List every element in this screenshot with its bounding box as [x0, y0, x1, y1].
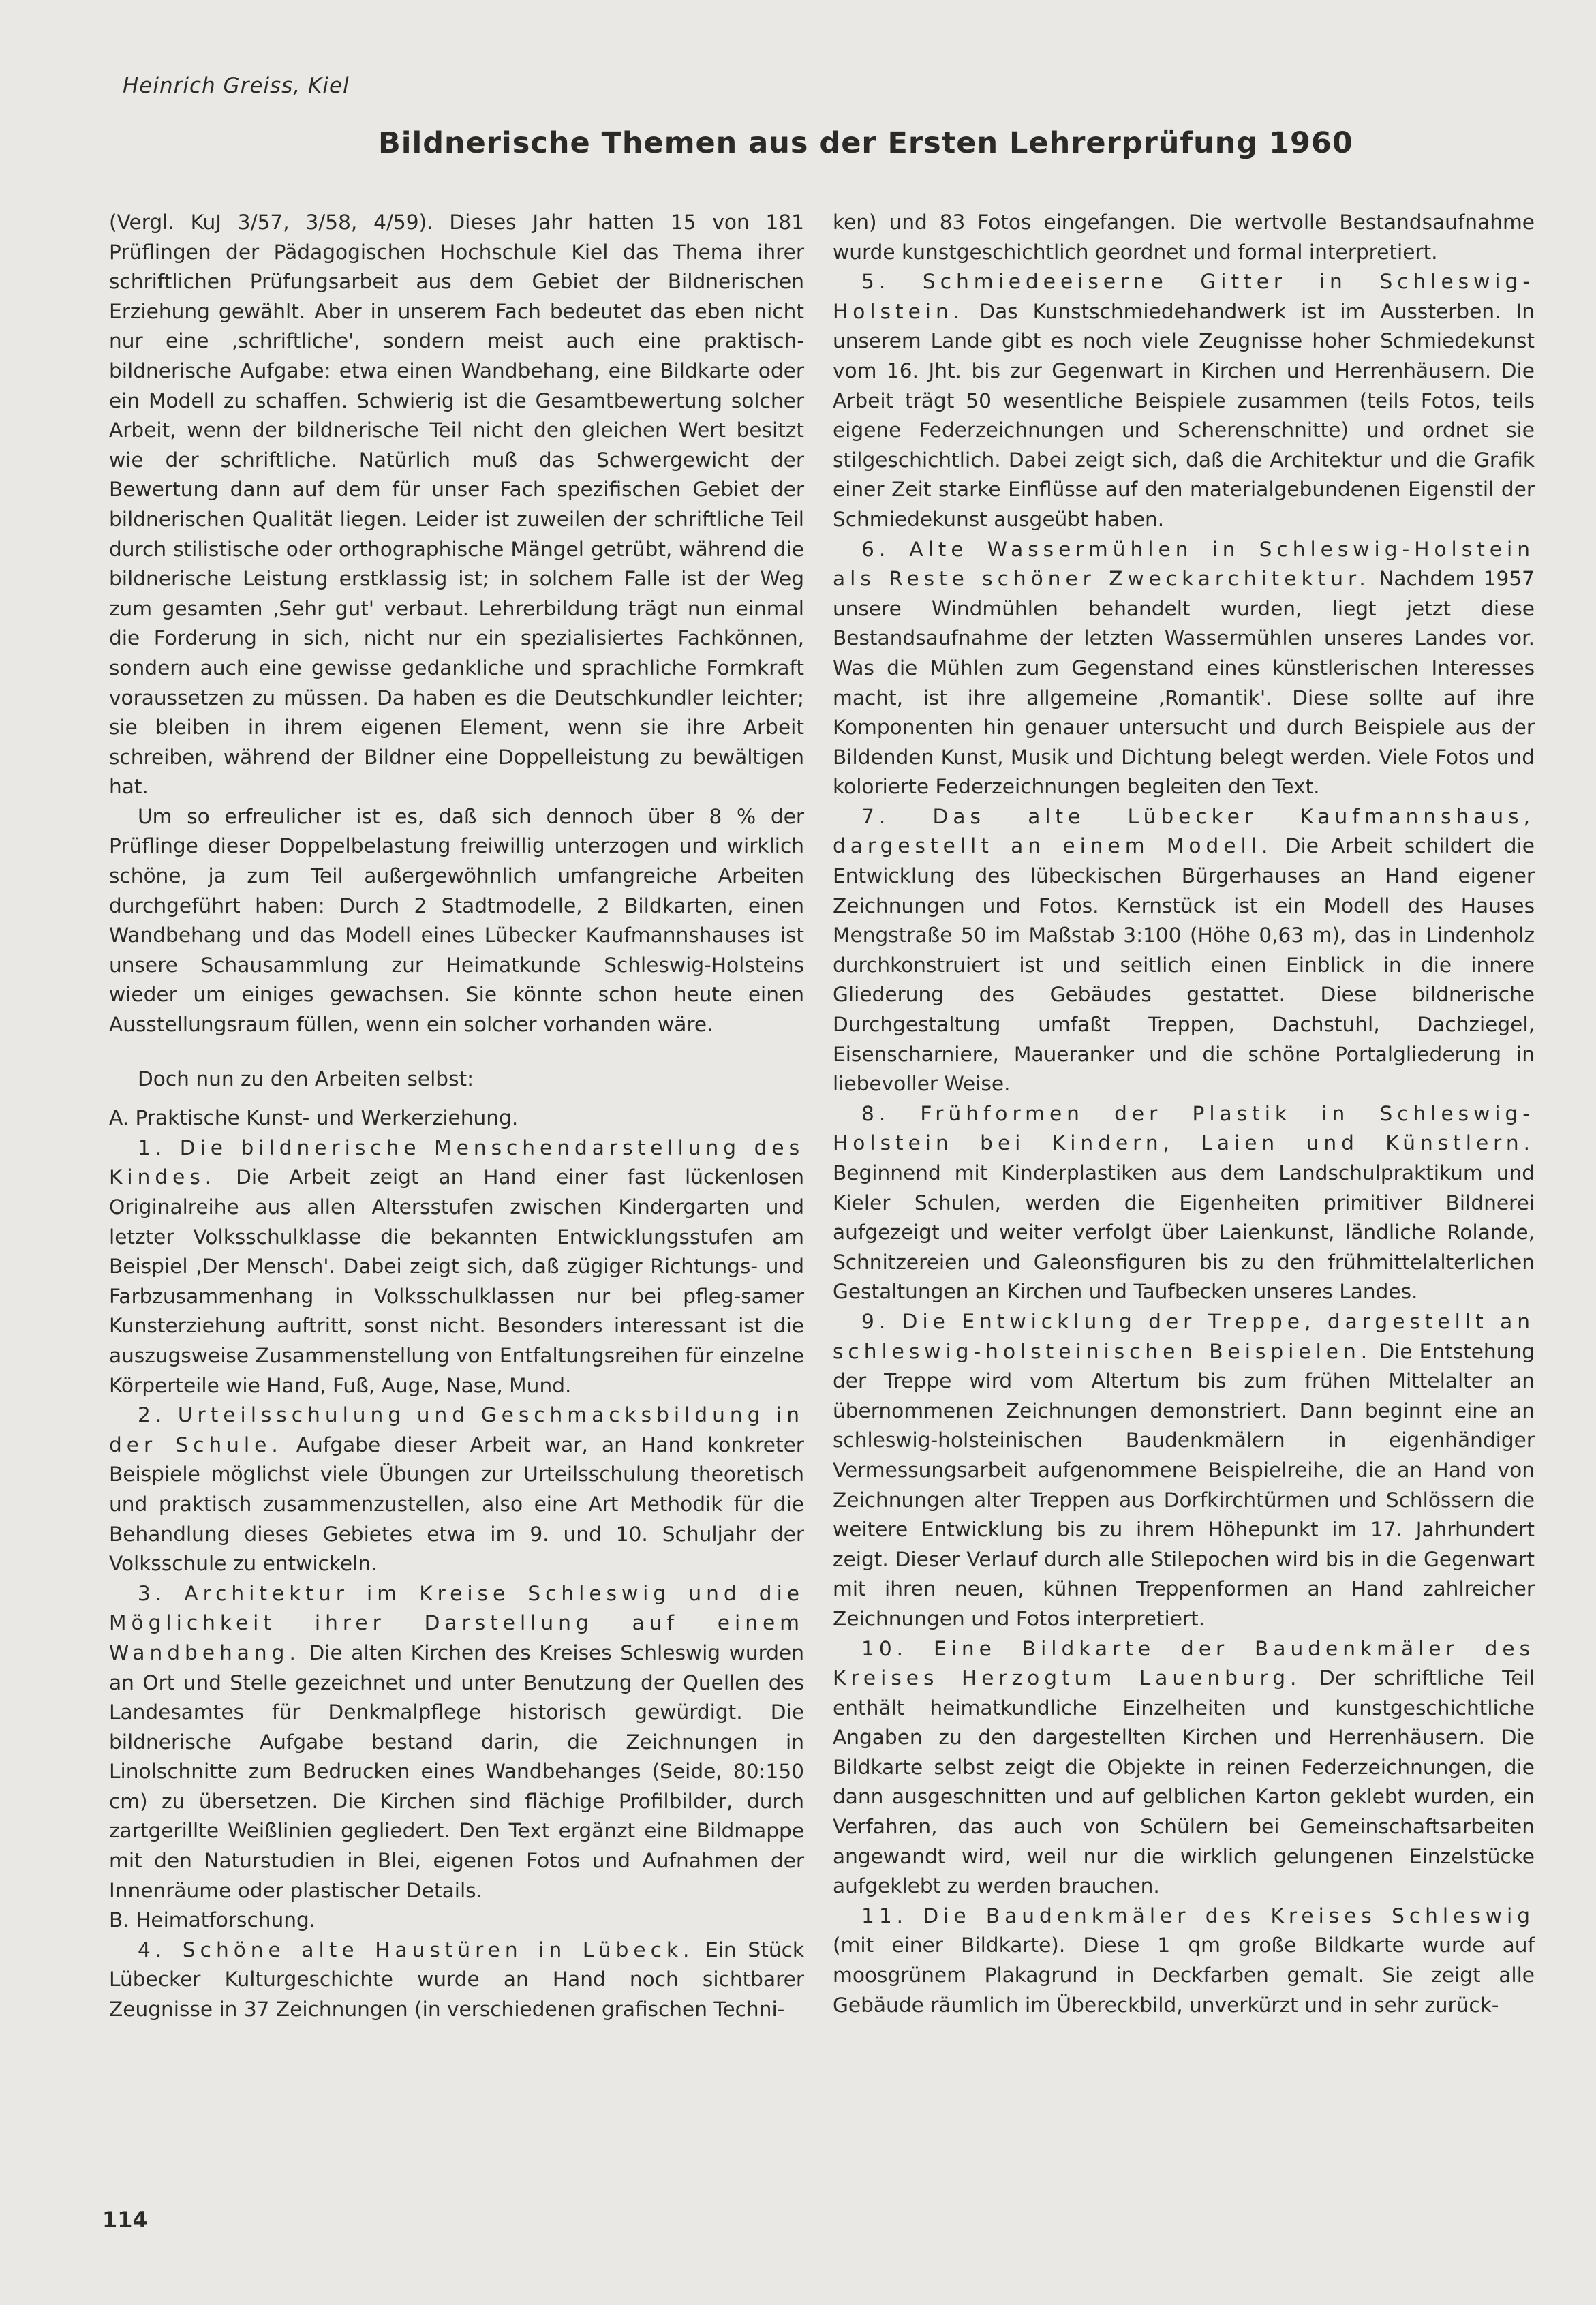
item-body: Die Arbeit zeigt an Hand einer fast lückenlosen Originalreihe aus allen Altersstufen zwischen Kindergarten und letzter Volksschulklasse die bekannten Entwicklungsstufen am Beispiel ‚Der Mensch'. Dabei zeigt sich, daß zügiger Richtungs- und Farbzusammenhang in Volksschulklassen nur bei pfleg-samer Kunsterziehung auftritt, sonst nicht. Besonders interessant ist die auszugsweise Zusammenstellung von Entfaltungsreihen für einzelne Körperteile wie Hand, Fuß, Auge, Nase, Mund. — [109, 1165, 804, 1397]
list-item-10 — [833, 1634, 1535, 1902]
article-title: Bildnerische Themen aus der Ersten Lehrerprüfung 1960 — [378, 126, 1353, 160]
section-heading-a: A. Praktische Kunst- und Werkerziehung. — [109, 1106, 519, 1130]
intro-paragraph: (Vergl. KuJ 3/57, 3/58, 4/59). Dieses Jahr hatten 15 von 181 Prüflingen der Pädagogischen Hochschule Kiel das Thema ihrer schriftlichen Prüfungsarbeit aus dem Gebiet der Bildnerischen Erziehung gewählt. Aber in unserem Fach bedeutet das eben nicht nur eine ‚schriftliche', sondern meist auch eine praktisch-bildnerische Aufgabe: etwa einen Wandbehang, eine Bildkarte oder ein Modell zu schaffen. Schwierig ist die Gesamtbewertung solcher Arbeit, wenn der bildnerische Teil nicht den gleichen Wert besitzt wie der schriftliche. Natürlich muß das Schwergewicht der Bewertung dann auf dem für unser Fach spezifischen Gebiet der bildnerischen Qualität liegen. Leider ist zuweilen der schriftliche Teil durch stilistische oder orthographische Mängel getrübt, während die bildnerische Leistung erstklassig ist; in solchem Falle ist der Weg zum gesamten ‚Sehr gut' verbaut. Lehrerbildung trägt nun einmal die Forderung in sich, nicht nur ein spezialisiertes Fachkönnen, sondern auch eine gewisse gedankliche und sprachliche Formkraft voraussetzen zu müssen. Da haben es die Deutschkundler leichter; sie bleiben in ihrem eigenen Element, wenn sie ihre Arbeit schreiben, während der Bildner eine Doppelleistung zu bewältigen hat. — [109, 211, 804, 799]
list-item-7 — [833, 802, 1535, 1099]
list-item-3 — [109, 1579, 804, 1906]
item-body: Die alten Kirchen des Kreises Schleswig wurden an Ort und Stelle gezeichnet und unter Benutzung der Quellen des Landesamtes für Denkmalpflege historisch gewürdigt. Die bildnerische Aufgabe bestand darin, die Zeichnungen in Linolschnitte zum Bedrucken eines Wandbehanges (Seide, 80:150 cm) zu übersetzen. Die Kirchen sind flächige Profilbilder, durch zartgerillte Weißlinien gegliedert. Den Text ergänzt eine Bildmappe mit den Naturstudien in Blei, eigenen Fotos und Aufnahmen der Innenräume oder plastischer Details. — [109, 1640, 804, 1902]
item-body: Beginnend mit Kinderplastiken aus dem Landschulpraktikum und Kieler Schulen, werden die Eigenheiten primitiver Bildnerei aufgezeigt und weiter verfolgt über Laienkunst, ländliche Rolande, Schnitzereien und Galeonsfiguren bis zu den frühmittelalterlichen Gestaltungen an Kirchen und Taufbecken unseres Landes. — [833, 1161, 1535, 1304]
item-heading: 5. Schmiedeeiserne Gitter in Schleswig-Holstein. — [833, 270, 1535, 323]
continued-paragraph: ken) und 83 Fotos eingefangen. Die wertvolle Bestandsaufnahme wurde kunstgeschichtlich geordnet und formal interpretiert. — [833, 211, 1535, 264]
item-body: Der schriftliche Teil enthält heimatkundliche Einzelheiten und kunstgeschichtliche Angaben zu den dargestellten Kirchen und Herrenhäusern. Die Bildkarte selbst zeigt die Objekte in reinen Federzeichnungen, die dann ausgeschnitten und auf gelblichen Karton geklebt wurden, ein Verfahren, das auch von Schülern bei Gemeinschaftsarbeiten angewandt wird, weil nur die wirklich gelungenen Einzelstücke aufgeklebt zu werden brauchen. — [833, 1666, 1535, 1898]
section-heading-b: B. Heimatforschung. — [109, 1908, 316, 1932]
list-item-11 — [833, 1902, 1535, 2020]
item-body: Die Entstehung der Treppe wird vom Altertum bis zum frühen Mittelalter an übernommenen Zeichnungen demonstriert. Dann beginnt eine an schleswig-holsteinischen Baudenkmälern in eigenhändiger Vermessungsarbeit aufgenommene Beispielreihe, die an Hand von Zeichnungen alter Treppen aus Dorfkirchtürmen und Schlössern die weitere Entwicklung bis zu ihrem Höhepunkt im 17. Jahrhundert zeigt. Dieser Verlauf durch alle Stilepochen wird bis in die Gegenwart mit ihren neuen, kühnen Treppenformen an Hand zahlreicher Zeichnungen und Fotos interpretiert. — [833, 1339, 1535, 1630]
item-heading: 2. Urteilsschulung und Geschmacksbildung in der Schule. — [109, 1403, 804, 1456]
item-heading: 1. Die bildnerische Menschendarstellung des Kindes. — [109, 1135, 804, 1189]
list-item-2 — [109, 1401, 804, 1579]
item-body: (mit einer Bildkarte). Diese 1 qm große Bildkarte wurde auf moosgrünem Plakagrund in Deckfarben gemalt. Sie zeigt alle Gebäude räumlich im Übereckbild, unverkürzt und in sehr zurück- — [833, 1934, 1535, 2017]
author-line: Heinrich Greiss, Kiel — [123, 74, 350, 98]
paragraph: Doch nun zu den Arbeiten selbst: — [138, 1067, 474, 1090]
item-body: Nachdem 1957 unsere Windmühlen behandelt wurden, liegt jetzt diese Bestandsaufnahme der letzten Wassermühlen unseres Landes vor. Was die Mühlen zum Gegenstand eines künstlerischen Interesses macht, ist ihre allgemeine ‚Romantik'. Diese sollte auf ihre Komponenten hin genauer untersucht und durch Beispiele aus der Bildenden Kunst, Musik und Dichtung belegt werden. Viele Fotos und kolorierte Federzeichnungen begleiten den Text. — [833, 567, 1535, 799]
list-item-4 — [109, 1936, 804, 2025]
item-heading: 4. Schöne alte Haustüren in Lübeck. — [138, 1938, 694, 1961]
paragraph: Um so erfreulicher ist es, daß sich dennoch über 8 % der Prüflinge dieser Doppelbelastung freiwillig unterzogen und wirklich schöne, ja zum Teil außergewöhnlich umfangreiche Arbeiten durchgeführt haben: Durch 2 Stadtmodelle, 2 Bildkarten, einen Wandbehang und das Modell eines Lübecker Kaufmannshauses ist unsere Schausammlung zur Heimatkunde Schleswig-Holsteins wieder um einiges gewachsen. Sie könnte schon heute einen Ausstellungsraum füllen, wenn ein solcher vorhanden wäre. — [109, 804, 804, 1037]
right-column — [833, 208, 1535, 2020]
item-body: Aufgabe dieser Arbeit war, an Hand konkreter Beispiele möglichst viele Übungen zur Urteilsschulung theoretisch und praktisch zusammenzustellen, also eine Art Methodik für die Behandlung dieses Gebietes etwa im 9. und 10. Schuljahr der Volksschule zu entwickeln. — [109, 1433, 804, 1576]
list-item-9 — [833, 1307, 1535, 1634]
page-number: 114 — [102, 2207, 148, 2233]
item-heading: 11. Die Baudenkmäler des Kreises Schleswig — [861, 1904, 1535, 1927]
left-column — [109, 208, 804, 2025]
item-heading: 7. Das alte Lübecker Kaufmannshaus, dargestellt an einem Modell. — [833, 804, 1535, 858]
item-heading: 8. Frühformen der Plastik in Schleswig-Holstein bei Kindern, Laien und Künstlern. — [833, 1101, 1535, 1155]
item-body: Ein Stück Lübecker Kulturgeschichte wurde an Hand noch sichtbarer Zeugnisse in 37 Zeichnungen (in verschiedenen grafischen Techni- — [109, 1938, 804, 2021]
list-item-1 — [109, 1133, 804, 1401]
list-item-5 — [833, 267, 1535, 534]
item-body: Das Kunstschmiedehandwerk ist im Aussterben. In unserem Lande gibt es noch viele Zeugnisse hoher Schmiedekunst vom 16. Jht. bis zur Gegenwart in Kirchen und Herrenhäusern. Die Arbeit trägt 50 wesentliche Beispiele zusammen (teils Fotos, teils eigene Federzeichnungen und Scherenschnitte) und ordnet sie stilgeschichtlich. Dabei zeigt sich, daß die Architektur und die Grafik einer Zeit starke Einflüsse auf den materialgebundenen Eigenstil der Schmiedekunst ausgeübt haben. — [833, 299, 1535, 531]
item-heading: 3. Architektur im Kreise Schleswig und die Möglichkeit ihrer Darstellung auf einem Wandbehang. — [109, 1581, 804, 1664]
item-heading: 9. Die Entwicklung der Treppe, dargestellt an schleswig-holsteinischen Beispielen. — [833, 1309, 1535, 1363]
item-heading: 10. Eine Bildkarte der Baudenkmäler des Kreises Herzogtum Lauenburg. — [833, 1636, 1535, 1690]
item-body: Die Arbeit schildert die Entwicklung des lübeckischen Bürgerhauses an Hand eigener Zeichnungen und Fotos. Kernstück ist ein Modell des Hauses Mengstraße 50 im Maßstab 3:100 (Höhe 0,63 m), das in Lindenholz durchkonstruiert ist und seitlich einen Einblick in die innere Gliederung des Gebäudes gestattet. Diese bildnerische Durchgestaltung umfaßt Treppen, Dachstuhl, Dachziegel, Eisenscharniere, Maueranker und die schöne Portalgliederung in liebevoller Weise. — [833, 834, 1535, 1096]
item-heading: 6. Alte Wassermühlen in Schleswig-Holstein als Reste schöner Zweckarchitektur. — [833, 537, 1535, 591]
list-item-8 — [833, 1099, 1535, 1307]
list-item-6 — [833, 535, 1535, 802]
